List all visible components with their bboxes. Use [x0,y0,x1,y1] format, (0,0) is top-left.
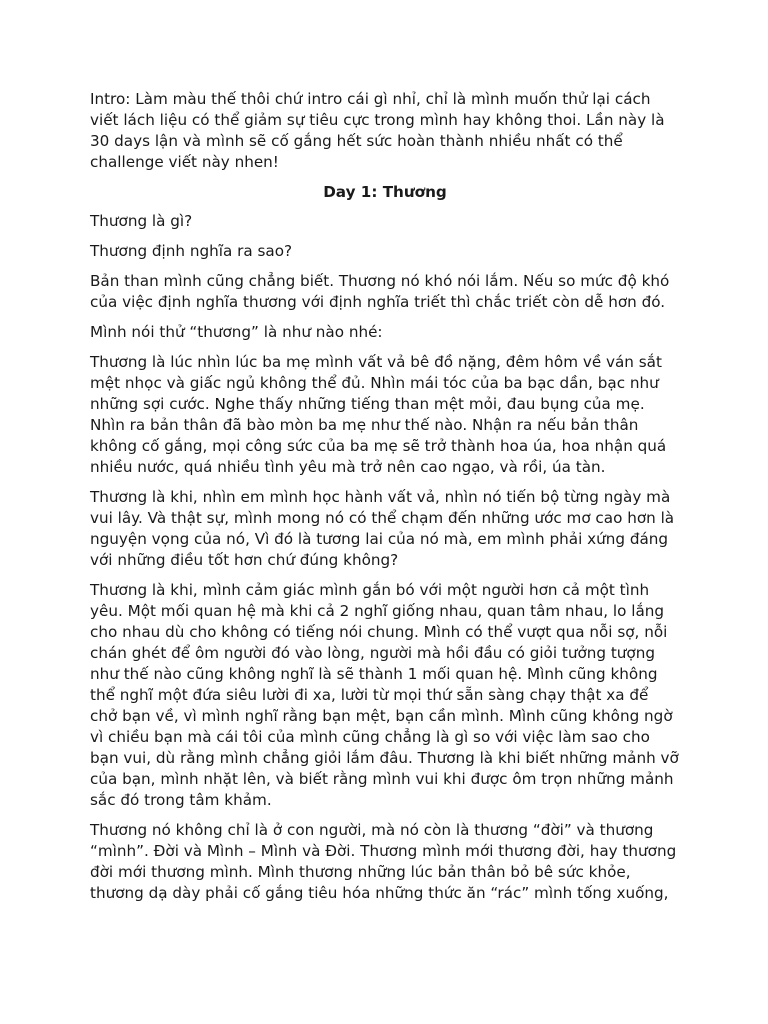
body-paragraph: Thương nó không chỉ là ở con người, mà nó còn là thương “đời” và thương “mình”. Đời và Mình – Mình và Đời. Thương mình mới thương đời, hay thương đời mới thương mình. Mình thương những lúc bản thân bỏ bê sức khỏe, thương dạ dày phải cố gắng tiêu hóa những thức ăn “rác” mình tống xuống, [90,821,677,902]
body-paragraph-question-2: Thương định nghĩa ra sao? [90,242,293,260]
body-paragraph: Thương là lúc nhìn lúc ba mẹ mình vất vả bê đồ nặng, đêm hôm về ván sắt mệt nhọc và giấc ngủ không thể đủ. Nhìn mái tóc của ba bạc dần, bạc như những sợi cước. Nghe thấy những tiếng than mệt mỏi, đau bụng của mẹ. Nhìn ra bản thân đã bào mòn ba mẹ như thế nào. Nhận ra nếu bản thân không cố gắng, mọi công sức của ba mẹ sẽ trở thành hoa úa, hoa nhận quá nhiều nước, quá nhiều tình yêu mà trở nên cao ngạo, và rồi, úa tàn. [90,353,667,476]
document-body [90,89,680,913]
body-paragraph: Mình nói thử “thương” là như nào nhé: [90,323,383,341]
body-paragraph: Thương là khi, nhìn em mình học hành vất vả, nhìn nó tiến bộ từng ngày mà vui lây. Và thật sự, mình mong nó có thể chạm đến những ước mơ cao hơn là nguyện vọng của nó, Vì đó là tương lai của nó mà, em mình phải xứng đáng với những điều tốt hơn chứ đúng không? [90,488,675,569]
body-paragraph: Thương là khi, mình cảm giác mình gắn bó với một người hơn cả một tình yêu. Một mối quan hệ mà khi cả 2 nghĩ giống nhau, quan tâm nhau, lo lắng cho nhau dù cho không có tiếng nói chung. Mình có thể vượt qua nỗi sợ, nỗi chán ghét để ôm người đó vào lòng, người mà hồi đầu có giỏi tưởng tượng như thế nào cũng không nghĩ là sẽ thành 1 mối quan hệ. Mình cũng không thể nghĩ một đứa siêu lười đi xa, lười từ mọi thứ sẵn sàng chạy thật xa để chở bạn về, vì mình nghĩ rằng bạn mệt, bạn cần mình. Mình cũng không ngờ vì chiều bạn mà cái tôi của mình cũng chẳng là gì so với việc làm sao cho bạn vui, dù rằng mình chẳng giỏi lắm đâu. Thương là khi biết những mảnh vỡ của bạn, mình nhặt lên, và biết rằng mình vui khi được ôm trọn những mảnh sắc đó trong tâm khảm. [90,581,679,809]
body-paragraph-question-1: Thương là gì? [90,212,193,230]
intro-paragraph: Intro: Làm màu thế thôi chứ intro cái gì nhỉ, chỉ là mình muốn thử lại cách viết lách liệu có thể giảm sự tiêu cực trong mình hay không thoi. Lần này là 30 days lận và mình sẽ cố gắng hết sức hoàn thành nhiều nhất có thể challenge viết này nhen! [90,90,665,171]
body-paragraph: Bản than mình cũng chẳng biết. Thương nó khó nói lắm. Nếu so mức độ khó của việc định nghĩa thương với định nghĩa triết thì chắc triết còn dễ hơn đó. [90,272,670,311]
day-heading: Day 1: Thương [323,183,447,201]
